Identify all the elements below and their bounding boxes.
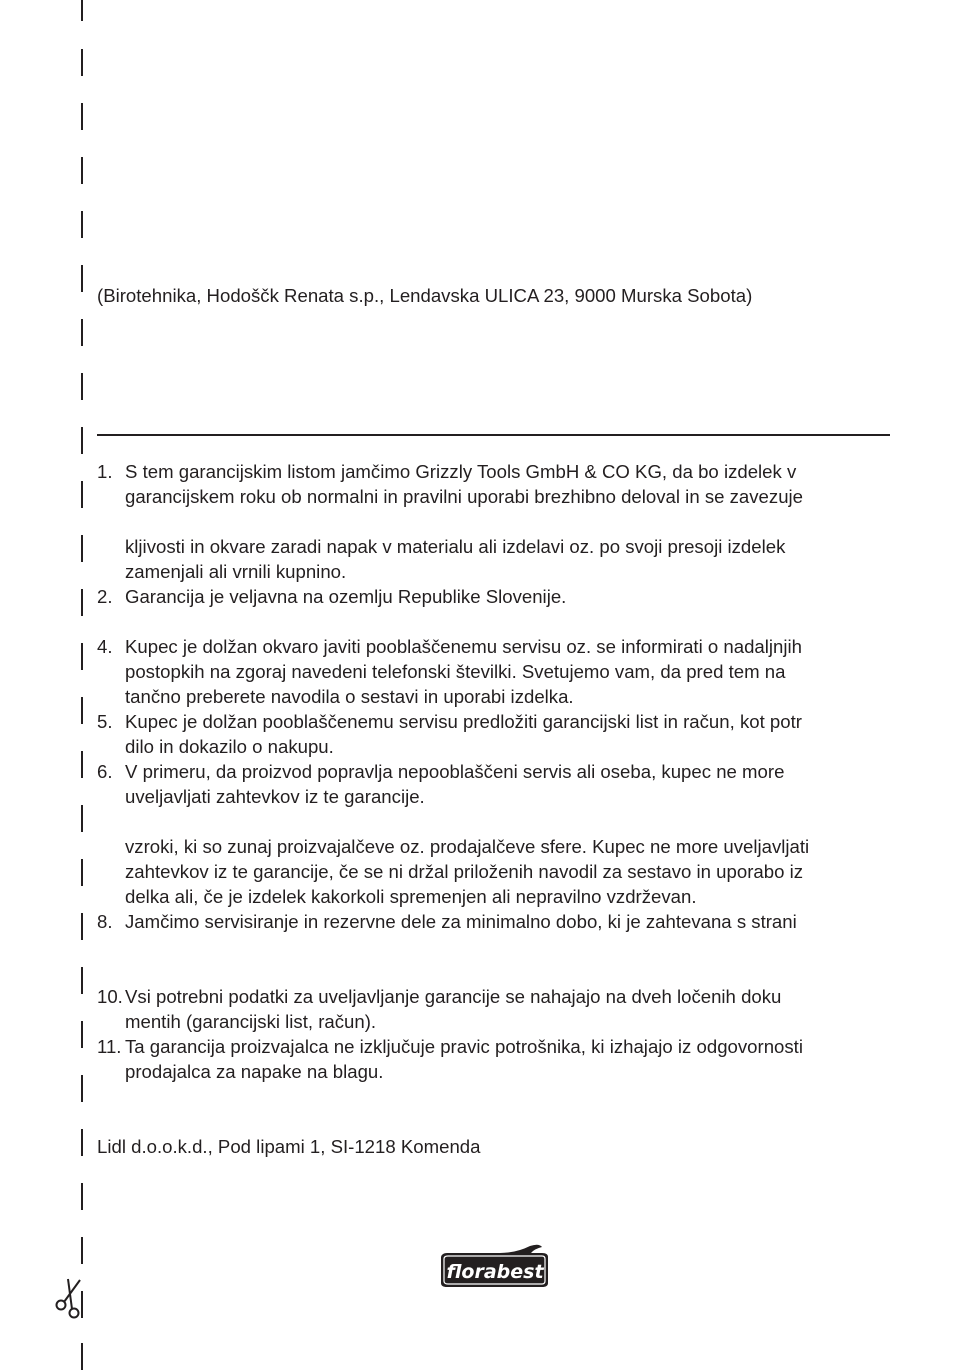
item-text: zamenjali ali vrnili kupnino. [125, 561, 347, 582]
cut-dash [81, 1075, 83, 1102]
item-text: dilo in dokazilo o nakupu. [125, 736, 334, 757]
item-text: mentih (garancijski list, račun). [125, 1011, 377, 1032]
cut-dash [81, 859, 83, 886]
cut-dash [81, 1343, 83, 1370]
cut-dash [81, 535, 83, 562]
cut-dash [81, 211, 83, 238]
item-text: Ta garancija proizvajalca ne izključuje pravic potrošnika, ki izhajajo iz odgovornosti [125, 1036, 803, 1057]
cut-dash [81, 319, 83, 346]
cut-dash [81, 1237, 83, 1264]
cut-dash [81, 805, 83, 832]
cut-dash [81, 265, 83, 292]
cut-dash [81, 1021, 83, 1048]
item-number: 1. [97, 461, 113, 482]
item-text: Kupec je dolžan pooblaščenemu servisu predložiti garancijski list in račun, kot potr [125, 711, 802, 732]
logo-text: florabest [446, 1261, 544, 1283]
item-text: delka ali, če je izdelek kakorkoli spremenjen ali nepravilno vzdrževan. [125, 886, 697, 907]
item-text: tančno preberete navodila o sestavi in uporabi izdelka. [125, 686, 574, 707]
item-number: 4. [97, 636, 113, 657]
item-text: S tem garancijskim listom jamčimo Grizzly Tools GmbH & CO KG, da bo izdelek v [125, 461, 797, 482]
item-text: Garancija je veljavna na ozemlju Republike Slovenije. [125, 586, 567, 607]
cut-dash [81, 157, 83, 184]
item-number: 11. [97, 1036, 122, 1057]
address-line: (Birotehnika, Hodoščk Renata s.p., Lendavska ULICA 23, 9000 Murska Sobota) [97, 285, 753, 306]
item-text: Kupec je dolžan okvaro javiti pooblaščenemu servisu oz. se informirati o nadaljnjih [125, 636, 802, 657]
item-text: vzroki, ki so zunaj proizvajalčeve oz. prodajalčeve sfere. Kupec ne more uveljavljati [125, 836, 810, 857]
item-text: V primeru, da proizvod popravlja nepooblaščeni servis ali oseba, kupec ne more [125, 761, 785, 782]
cut-dash [81, 1129, 83, 1156]
footer-address: Lidl d.o.o.k.d., Pod lipami 1, SI-1218 Komenda [97, 1136, 481, 1157]
item-text: zahtevkov iz te garancije, če se ni držal priloženih navodil za sestavo in uporabo iz [125, 861, 804, 882]
item-number: 8. [97, 911, 113, 932]
florabest-logo [438, 1243, 551, 1289]
item-text: Jamčimo servisiranje in rezervne dele za minimalno dobo, ki je zahtevana s strani [125, 911, 797, 932]
cut-dash [81, 0, 83, 21]
cut-dash [81, 1183, 83, 1210]
cut-dash [81, 49, 83, 76]
item-text: prodajalca za napake na blagu. [125, 1061, 384, 1082]
cut-dash [81, 481, 83, 508]
item-number: 2. [97, 586, 113, 607]
item-text: garancijskem roku ob normalni in pravilni uporabi brezhibno deloval in se zavezuje [125, 486, 804, 507]
cut-dash [81, 427, 83, 454]
cut-dash [81, 967, 83, 994]
item-text: kljivosti in okvare zaradi napak v materialu ali izdelavi oz. po svoji presoji izdelek [125, 536, 786, 557]
divider [97, 434, 890, 436]
cut-dash [81, 373, 83, 400]
scissors-icon [52, 1276, 86, 1322]
item-text: postopkih na zgoraj navedeni telefonski številki. Svetujemo vam, da pred tem na [125, 661, 786, 682]
cut-dash [81, 913, 83, 940]
cut-dash [81, 103, 83, 130]
item-number: 6. [97, 761, 113, 782]
item-text: Vsi potrebni podatki za uveljavljanje garancije se nahajajo na dveh ločenih doku [125, 986, 782, 1007]
item-number: 10. [97, 986, 123, 1007]
cut-dash [81, 697, 83, 724]
cut-dash [81, 589, 83, 616]
cut-dash [81, 643, 83, 670]
cut-dash [81, 751, 83, 778]
item-number: 5. [97, 711, 113, 732]
item-text: uveljavljati zahtevkov iz te garancije. [125, 786, 425, 807]
cut-line [81, 0, 84, 1354]
